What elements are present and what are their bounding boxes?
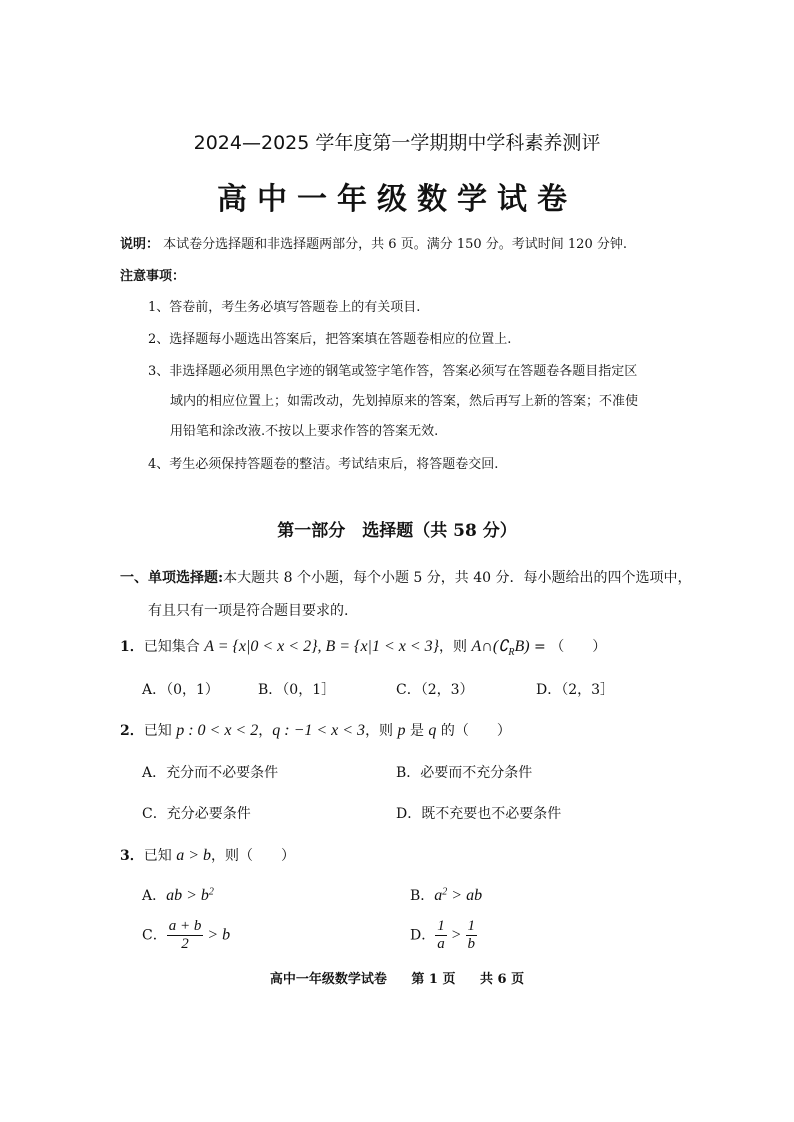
fraction-numerator: 1 [467,918,476,934]
math-expression: a [434,887,443,904]
math-expression: ab > b [166,887,209,904]
math-expression: A = {x|0 < x < 2}, B = {x|1 < x < 3} [204,638,440,655]
question-text: 的（ ） [436,723,511,739]
question-text: ，则 [439,639,472,655]
footer-page: 第 1 页 [411,972,456,987]
option-b [410,885,482,905]
math-superscript: 2 [442,886,448,898]
math-expression: p : 0 < x < 2 [176,722,259,739]
question-text: = （ ） [529,639,607,655]
fraction-denominator: b [467,936,476,952]
exam-subtitle: 2024—2025 学年度第一学期期中学科素养测评 [193,132,601,154]
note-item: 2、选择题每小题选出答案后，把答案填在答题卷相应的位置上. [148,332,512,347]
note-item: 4、考生必须保持答题卷的整洁。考试结束后，将答题卷交回. [148,457,499,472]
page-footer [0,968,794,987]
question-2 [120,720,511,740]
option-label: A． [142,888,167,904]
math-expression: q [428,722,437,739]
math-expression: p [397,722,406,739]
option: A．（0，1） [142,682,219,698]
fraction-denominator: 2 [181,936,189,952]
option: B．（0，1］ [258,682,336,698]
fraction [435,918,447,953]
option: D．（2，3］ [536,682,615,698]
question-text: 已知 [143,848,177,864]
option-label: C． [142,927,167,944]
question-text: 已知集合 [143,639,205,655]
math-superscript: 2 [208,886,214,898]
part-text-cont: 有且只有一项是符合题目要求的. [148,603,349,619]
option-label: D． [410,927,436,944]
math-expression: q : −1 < x < 3 [272,722,366,739]
fraction [466,918,478,953]
exam-title: 高中一年级数学试卷 [217,182,577,217]
question-number: 1． [120,639,144,655]
question-text: ， [258,723,273,739]
math-expression: a > b [176,847,211,864]
fraction-numerator: 1 [437,918,445,934]
fraction-numerator: a + b [168,918,202,934]
question-text: ，则（ ） [211,848,295,864]
question-3 [120,845,295,865]
explain-label: 说明： [120,237,160,252]
explain-text: 本试卷分选择题和非选择题两部分，共 6 页。满分 150 分。考试时间 120 分钟. [163,237,627,252]
question-text: ，则 [365,723,398,739]
math-expression: B) [514,638,530,655]
math-expression: A∩(∁ [471,638,509,655]
explain-line [120,233,627,252]
footer-name: 高中一年级数学试卷 [269,972,387,987]
question-number: 2． [120,723,144,739]
note-item: 用铅笔和涂改液.不按以上要求作答的答案无效. [170,424,439,439]
option-d [410,918,477,953]
option: C．充分必要条件 [142,806,251,822]
footer-total: 共 6 页 [480,972,525,987]
math-expression: > ab [447,887,483,904]
option-c [142,918,230,953]
option-a [142,885,214,905]
note-item: 域内的相应位置上；如需改动，先划掉原来的答案，然后再写上新的答案；不准使 [170,394,639,409]
question-number: 3． [120,848,144,864]
part-label: 一、单项选择题: [120,570,224,586]
option: B．必要而不充分条件 [396,765,533,781]
option: C．（2，3） [396,682,474,698]
option-label: B． [410,888,435,904]
part-instructions [120,567,692,587]
math-expression: > [446,926,466,944]
question-text: 已知 [143,723,177,739]
fraction [167,918,204,953]
fraction-denominator: a [437,936,445,952]
note-item: 3、非选择题必须用黑色字迹的钢笔或签字笔作答，答案必须写在答题卷各题目指定区 [148,364,638,379]
section-title: 第一部分 选择题（共 58 分） [277,521,517,541]
note-item: 1、答卷前，考生务必填写答题卷上的有关项目. [148,300,421,315]
option: A．充分而不必要条件 [142,765,279,781]
question-1 [120,636,606,658]
question-text: 是 [405,723,429,739]
part-text: 本大题共 8 个小题，每个小题 5 分，共 40 分．每小题给出的四个选项中， [223,570,692,586]
math-subscript: R [508,646,515,658]
math-expression: > b [203,926,231,944]
attention-label: 注意事项： [120,269,186,284]
option: D．既不充要也不必要条件 [396,806,562,822]
